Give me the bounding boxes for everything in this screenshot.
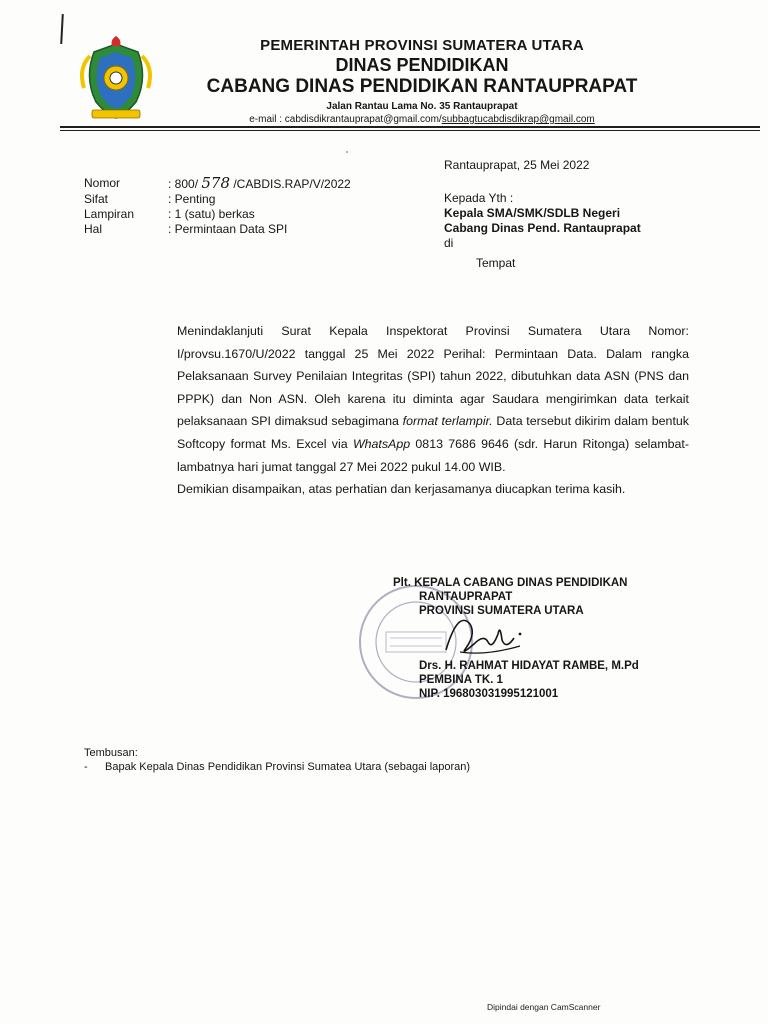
tembusan-heading: Tembusan: bbox=[84, 747, 138, 759]
signatory-rank: PEMBINA TK. 1 bbox=[419, 674, 503, 686]
recipient-tempat: Tempat bbox=[476, 256, 516, 270]
body-p1-italic-whatsapp: WhatsApp bbox=[352, 436, 411, 451]
tembusan-item-text: Bapak Kepala Dinas Pendidikan Provinsi Sumatea Utara (sebagai laporan) bbox=[105, 761, 471, 773]
signature-title-3: PROVINSI SUMATERA UTARA bbox=[419, 605, 584, 617]
letterhead-rule-thick bbox=[60, 126, 760, 128]
tembusan-block bbox=[84, 746, 470, 774]
meta-nomor bbox=[84, 176, 351, 192]
signatory-nip: NIP. 196803031995121001 bbox=[419, 688, 559, 700]
body-p1-text-b: Data tersebut dikirim dalam bentuk Softcopy format Ms. Excel via bbox=[177, 414, 689, 451]
signatory-name: Drs. H. RAHMAT HIDAYAT RAMBE, M.Pd bbox=[419, 660, 639, 672]
nomor-label: Nomor bbox=[84, 176, 121, 190]
nomor-prefix: : 800/ bbox=[168, 177, 202, 191]
sifat-label: Sifat bbox=[84, 192, 109, 206]
body-paragraph-1 bbox=[177, 320, 689, 478]
hal-value: : Permintaan Data SPI bbox=[168, 222, 288, 236]
letterhead-government: PEMERINTAH PROVINSI SUMATERA UTARA bbox=[260, 37, 584, 54]
letterhead-rule-thin bbox=[60, 130, 760, 131]
lampiran-label: Lampiran bbox=[84, 207, 135, 221]
recipient-block bbox=[444, 191, 641, 271]
email-secondary: subbagtucabdisdikrap@gmail.com bbox=[441, 114, 595, 125]
letter-body bbox=[177, 320, 689, 501]
recipient-line2: Cabang Dinas Pend. Rantauprapat bbox=[444, 221, 641, 235]
scan-speck bbox=[346, 151, 348, 153]
signature-title-1: Plt. KEPALA CABANG DINAS PENDIDIKAN bbox=[393, 577, 628, 589]
letterhead bbox=[160, 37, 684, 126]
letterhead-branch: CABANG DINAS PENDIDIKAN RANTAUPRAPAT bbox=[206, 76, 638, 97]
meta-hal bbox=[84, 222, 351, 237]
nomor-value bbox=[168, 176, 351, 192]
body-p1-text-a: Menindaklanjuti Surat Kepala Inspektorat Provinsi Sumatera Utara Nomor: I/provsu.1670/U/2022 tanggal 25 Mei 2022 Perihal: Permintaan Data. Dalam rangka Pelaksanaan Survey Penilaian Integritas (SPI) tahun 2022, dibutuhkan data ASN (PNS dan PPPK) dan Non ASN. Oleh karena itu diminta agar Saudara mengirimkan data terkait pelaksanaan SPI dimaksud sebagimana bbox=[177, 324, 689, 429]
sifat-value: : Penting bbox=[168, 192, 216, 206]
margin-pen-mark bbox=[60, 14, 64, 44]
body-paragraph-2: Demikian disampaikan, atas perhatian dan kerjasamanya diucapkan terima kasih. bbox=[177, 482, 626, 497]
letterhead-address: Jalan Rantau Lama No. 35 Rantauprapat bbox=[326, 101, 518, 112]
provincial-emblem-logo bbox=[76, 34, 156, 122]
tembusan-bullet: - bbox=[84, 761, 88, 773]
recipient-line1: Kepala SMA/SMK/SDLB Negeri bbox=[444, 206, 621, 220]
meta-lampiran bbox=[84, 207, 351, 222]
tembusan-item bbox=[84, 760, 470, 774]
letter-meta bbox=[84, 176, 351, 237]
lampiran-value: : 1 (satu) berkas bbox=[168, 207, 255, 221]
email-primary: e-mail : cabdisdikrantauprapat@gmail.com/ bbox=[249, 114, 442, 125]
meta-sifat bbox=[84, 192, 351, 207]
signature-title-2: RANTAUPRAPAT bbox=[419, 591, 513, 603]
letterhead-email bbox=[160, 113, 684, 126]
nomor-suffix: /CABDIS.RAP/V/2022 bbox=[230, 177, 351, 191]
place-date: Rantauprapat, 25 Mei 2022 bbox=[444, 158, 590, 172]
signatory bbox=[419, 659, 639, 701]
hal-label: Hal bbox=[84, 222, 103, 236]
signature-title bbox=[393, 576, 627, 618]
body-p1-italic-format: format terlampir. bbox=[402, 414, 493, 429]
body-p1-text-c: 0813 7686 9646 (sdr. Harun Ritonga) selambat-lambatnya hari jumat tanggal 27 Mei 2022 pukul 14.00 WIB. bbox=[177, 436, 689, 474]
recipient-di: di bbox=[444, 236, 454, 250]
nomor-handwritten: 578 bbox=[201, 174, 230, 192]
scanner-watermark: Dipindai dengan CamScanner bbox=[487, 1002, 601, 1012]
recipient-greeting: Kepada Yth : bbox=[444, 191, 514, 205]
letterhead-agency: DINAS PENDIDIKAN bbox=[335, 55, 509, 75]
